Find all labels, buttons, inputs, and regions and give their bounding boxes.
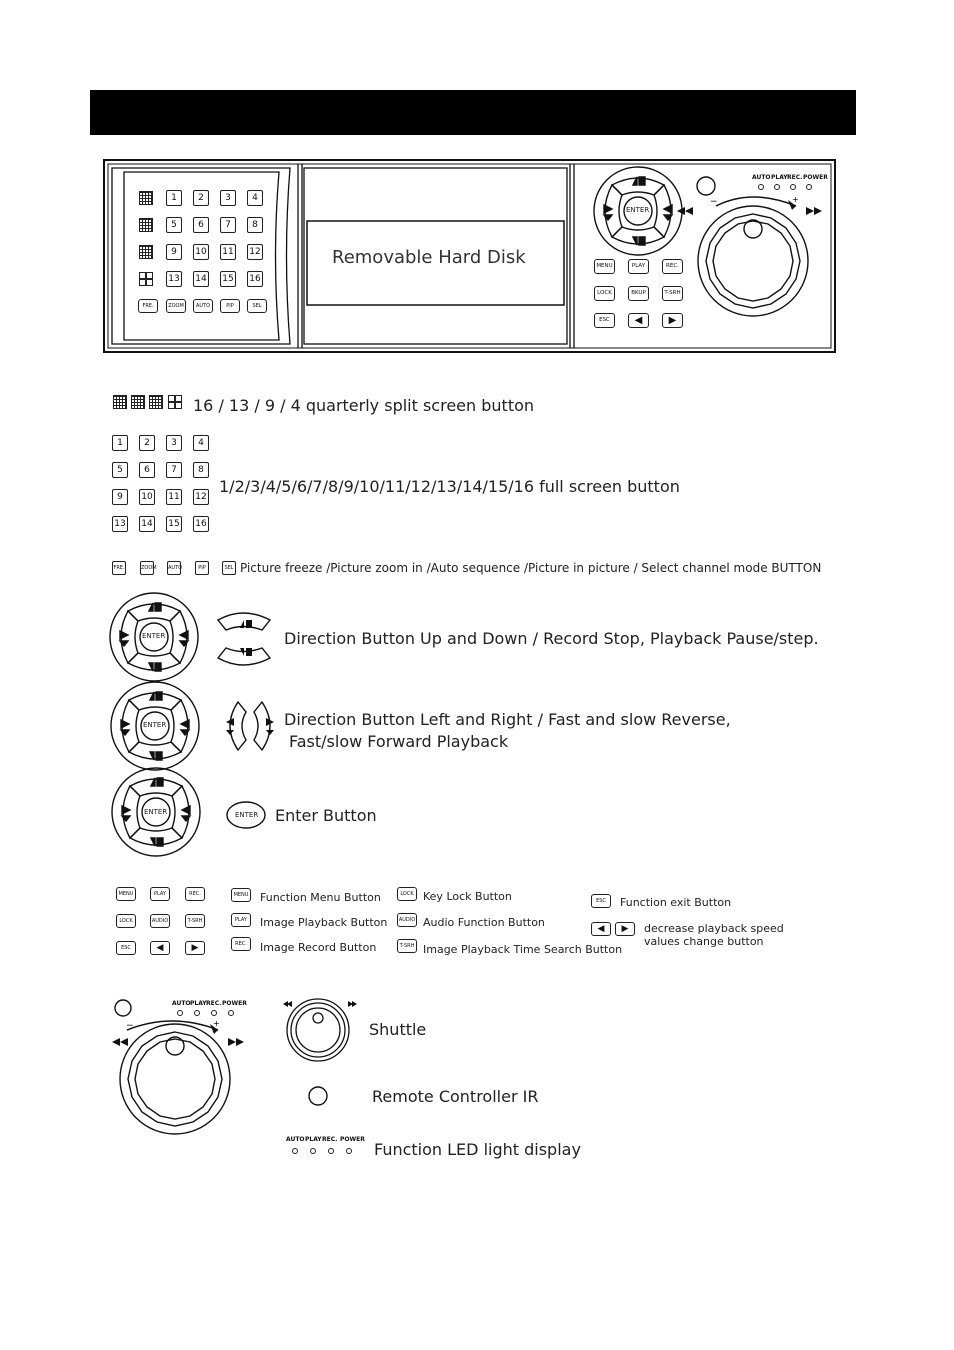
panel-sel-button[interactable]: SEL (247, 299, 267, 313)
legend-tsrh-button: T-SRH (185, 914, 205, 928)
panel-pip-button[interactable]: PIP (220, 299, 240, 313)
panel-play-button[interactable]: PLAY (628, 259, 649, 274)
panel-bkup-button[interactable]: BKUP (628, 286, 649, 301)
legend-left-arrow-button: ◀ (150, 941, 170, 955)
legend-tsrh-key: T-SRH (397, 939, 417, 953)
split-screen-description: 16 / 13 / 9 / 4 quarterly split screen button (193, 396, 535, 415)
legend-channel-button-15: 15 (166, 516, 182, 532)
panel-enter-label[interactable]: ENTER (626, 206, 650, 214)
function-menu-description: Function Menu Button (260, 891, 381, 904)
legend-channel-button-7: 7 (166, 462, 182, 478)
legend-play-key: PLAY (231, 913, 251, 927)
function-exit-description: Function exit Button (620, 896, 732, 909)
led-display-description: Function LED light display (374, 1140, 581, 1159)
panel-channel-button-6[interactable]: 6 (193, 217, 209, 233)
legend-split4-icon (168, 395, 182, 409)
legend-dpad2-enter-label: ENTER (143, 721, 167, 729)
legend-channel-button-11: 11 (166, 489, 182, 505)
legend-panel-led-play (194, 1010, 200, 1016)
legend-esc-button: ESC (116, 941, 136, 955)
removable-hard-disk-label: Removable Hard Disk (332, 247, 526, 268)
legend-led-rec-label: REC. (322, 1136, 338, 1143)
legend-audio-key: AUDIO (397, 913, 417, 927)
panel-channel-button-14[interactable]: 14 (193, 271, 209, 287)
panel-channel-button-9[interactable]: 9 (166, 244, 182, 260)
legend-auto-button: AUTO (167, 561, 181, 575)
legend-rec-key: REC. (231, 937, 251, 951)
legend-split9-icon (149, 395, 163, 409)
svg-text:−: − (710, 197, 718, 207)
legend-right-arrow-key: ▶ (615, 922, 635, 936)
panel-auto-button[interactable]: AUTO (193, 299, 213, 313)
panel-menu-button[interactable]: MENU (594, 259, 615, 274)
legend-channel-button-2: 2 (139, 435, 155, 451)
legend-channel-button-10: 10 (139, 489, 155, 505)
legend-dpad3-enter-label: ENTER (144, 808, 168, 816)
panel-channel-button-10[interactable]: 10 (193, 244, 209, 260)
panel-led-rec (790, 184, 796, 190)
panel-channel-button-5[interactable]: 5 (166, 217, 182, 233)
legend-rec-button: REC. (185, 887, 205, 901)
panel-led-play-label: PLAY (771, 174, 788, 181)
legend-led-play-label: PLAY (305, 1136, 322, 1143)
legend-pip-button: PIP (195, 561, 209, 575)
speed-description-line1: decrease playback speed (644, 922, 784, 935)
legend-channel-button-9: 9 (112, 489, 128, 505)
left-right-description-line2: Fast/slow Forward Playback (289, 732, 509, 751)
legend-channel-button-1: 1 (112, 435, 128, 451)
legend-menu-button: MENU (116, 887, 136, 901)
panel-zoom-button[interactable]: ZOOM (166, 299, 186, 313)
legend-panel-led-rec (211, 1010, 217, 1016)
legend-led-power-label: POWER (340, 1136, 365, 1143)
legend-channel-button-6: 6 (139, 462, 155, 478)
panel-channel-button-11[interactable]: 11 (220, 244, 236, 260)
panel-esc-button[interactable]: ESC (594, 313, 615, 328)
panel-channel-button-3[interactable]: 3 (220, 190, 236, 206)
panel-split16-icon[interactable] (139, 191, 153, 205)
legend-led-auto (292, 1148, 298, 1154)
legend-led-rec (328, 1148, 334, 1154)
legend-play-button: PLAY (150, 887, 170, 901)
speed-description-line2: values change button (644, 935, 764, 948)
remote-ir-description: Remote Controller IR (372, 1087, 539, 1106)
full-screen-description: 1/2/3/4/5/6/7/8/9/10/11/12/13/14/15/16 full screen button (219, 477, 680, 496)
legend-channel-button-12: 12 (193, 489, 209, 505)
legend-panel-led-auto-label: AUTO (172, 1000, 191, 1007)
audio-function-description: Audio Function Button (423, 916, 545, 929)
panel-led-play (774, 184, 780, 190)
image-playback-description: Image Playback Button (260, 916, 388, 929)
key-lock-description: Key Lock Button (423, 890, 512, 903)
legend-lock-button: LOCK (116, 914, 136, 928)
panel-split9-icon[interactable] (139, 245, 153, 259)
legend-split13-icon (131, 395, 145, 409)
mode-buttons-description: Picture freeze /Picture zoom in /Auto sequence /Picture in picture / Select channel mode BUTTON (240, 561, 822, 575)
legend-enter-button-label: ENTER (235, 811, 259, 819)
legend-zoom-button: ZOOM (140, 561, 154, 575)
legend-lock-key: LOCK (397, 887, 417, 901)
legend-channel-button-13: 13 (112, 516, 128, 532)
panel-channel-button-16[interactable]: 16 (247, 271, 263, 287)
panel-led-auto (758, 184, 764, 190)
panel-lock-button[interactable]: LOCK (594, 286, 615, 301)
legend-led-power (346, 1148, 352, 1154)
panel-led-power-label: POWER (803, 174, 828, 181)
panel-tsrh-button[interactable]: T-SRH (662, 286, 683, 301)
legend-right-arrow-button: ▶ (185, 941, 205, 955)
svg-text:+: + (792, 195, 799, 204)
legend-dpad1-enter-label: ENTER (142, 632, 166, 640)
legend-panel-led-auto (177, 1010, 183, 1016)
legend-fre-button: FRE. (112, 561, 126, 575)
legend-split16-icon (113, 395, 127, 409)
legend-channel-button-4: 4 (193, 435, 209, 451)
legend-left-arrow-key: ◀ (591, 922, 611, 936)
time-search-description: Image Playback Time Search Button (423, 943, 623, 956)
legend-led-play (310, 1148, 316, 1154)
svg-text:+: + (213, 1019, 220, 1028)
svg-text:−: − (126, 1021, 134, 1031)
panel-channel-button-1[interactable]: 1 (166, 190, 182, 206)
legend-sel-button: SEL (222, 561, 236, 575)
up-down-description: Direction Button Up and Down / Record Stop, Playback Pause/step. (284, 629, 819, 648)
legend-menu-key: MENU (231, 888, 251, 902)
legend-channel-button-3: 3 (166, 435, 182, 451)
panel-channel-button-8[interactable]: 8 (247, 217, 263, 233)
panel-led-rec-label: REC. (787, 174, 803, 181)
panel-channel-button-15[interactable]: 15 (220, 271, 236, 287)
legend-channel-button-8: 8 (193, 462, 209, 478)
legend-channel-button-14: 14 (139, 516, 155, 532)
image-record-description: Image Record Button (260, 941, 377, 954)
panel-channel-button-12[interactable]: 12 (247, 244, 263, 260)
panel-channel-button-13[interactable]: 13 (166, 271, 182, 287)
panel-fre-button[interactable]: FRE. (138, 299, 158, 313)
legend-channel-button-16: 16 (193, 516, 209, 532)
legend-channel-button-5: 5 (112, 462, 128, 478)
legend-led-auto-label: AUTO (286, 1136, 305, 1143)
panel-rec-button[interactable]: REC. (662, 259, 683, 274)
panel-led-auto-label: AUTO (752, 174, 771, 181)
panel-led-power (806, 184, 812, 190)
panel-jog-shuttle (698, 206, 808, 316)
panel-channel-button-7[interactable]: 7 (220, 217, 236, 233)
legend-panel-led-play-label: PLAY (190, 1000, 207, 1007)
legend-panel-led-power-label: POWER (222, 1000, 247, 1007)
shuttle-description: Shuttle (369, 1020, 427, 1039)
panel-channel-button-2[interactable]: 2 (193, 190, 209, 206)
panel-split4-icon[interactable] (139, 272, 153, 286)
left-right-description-line1: Direction Button Left and Right / Fast and slow Reverse, (284, 710, 731, 729)
legend-panel-led-power (228, 1010, 234, 1016)
enter-button-description: Enter Button (275, 806, 377, 825)
panel-right-arrow-button[interactable]: ▶ (662, 313, 683, 328)
panel-left-arrow-button[interactable]: ◀ (628, 313, 649, 328)
panel-channel-button-4[interactable]: 4 (247, 190, 263, 206)
legend-panel-led-rec-label: REC. (206, 1000, 222, 1007)
legend-audio-button: AUDIO (150, 914, 170, 928)
panel-split13-icon[interactable] (139, 218, 153, 232)
legend-esc-key: ESC (591, 894, 611, 908)
